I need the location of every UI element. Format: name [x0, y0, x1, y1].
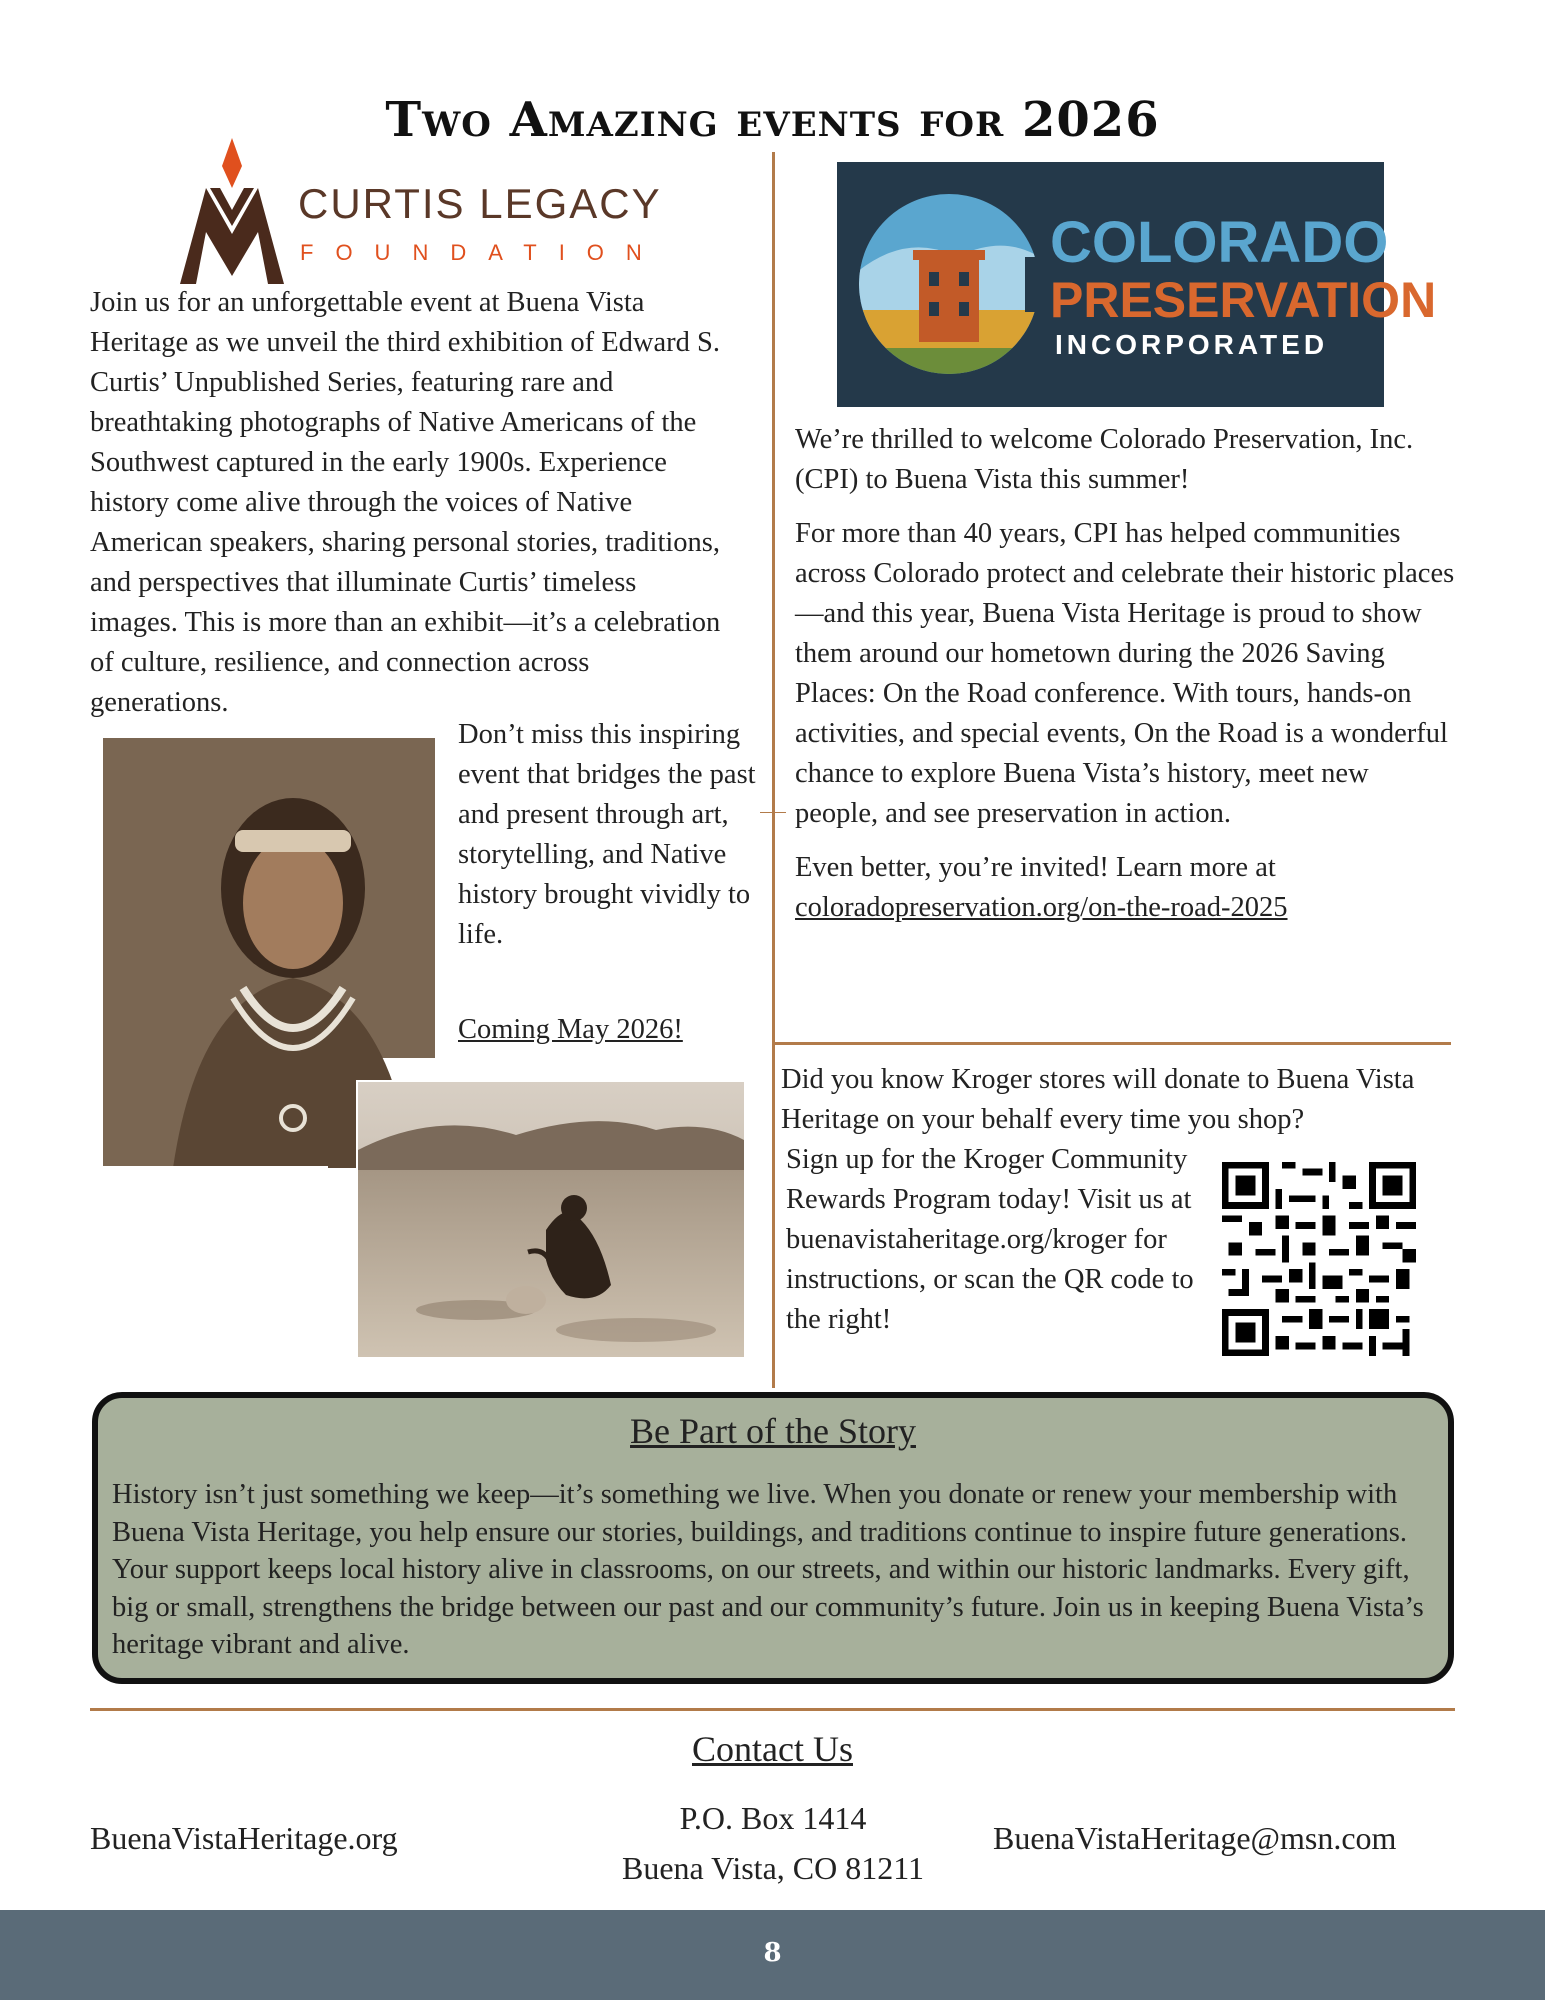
- kroger-instructions: Sign up for the Kroger Community Rewards Program today! Visit us at buenavistaheritage.org/kroger for instructions, or scan the QR code to the right!: [786, 1144, 1194, 1335]
- story-text: History isn’t just something we keep—it’s something we live. When you donate or renew your membership with Buena Vista Heritage, you help ensure our stories, buildings, and traditions continue to inspire future generations. Your support keeps local history alive in classrooms, on our streets, and within our historic landmarks. Every gift, big or small, strengthens the bridge between our past and our community’s future. Join us in keeping Buena Vista’s heritage vibrant and alive.: [112, 1479, 1424, 1660]
- coming-date-link[interactable]: Coming May 2026!: [458, 1014, 683, 1045]
- page-title: Two Amazing events for 2026: [385, 92, 1160, 148]
- kroger-qr-code[interactable]: [1222, 1162, 1416, 1356]
- curtis-logo-name: CURTIS LEGACY: [298, 180, 662, 227]
- contact-divider: [90, 1708, 1455, 1711]
- curtis-lake-photo: [356, 1080, 746, 1370]
- cpi-link[interactable]: coloradopreservation.org/on-the-road-2025: [795, 892, 1288, 923]
- contact-address: [573, 1793, 973, 1893]
- cpi-about: For more than 40 years, CPI has helped communities across Colorado protect and celebrate their historic places—and this year, Buena Vista Heritage is proud to show them around our hometown during the 2026 Saving Places: On the Road conference. With tours, hands-on activities, and special events, On the Road is a wonderful chance to explore Buena Vista’s history, meet new people, and see preservation in action.: [795, 518, 1455, 829]
- contact-website[interactable]: BuenaVistaHeritage.org: [90, 1820, 398, 1856]
- cpi-logo-line2: PRESERVATION: [1050, 272, 1437, 328]
- cpi-description: [795, 420, 1455, 942]
- kroger-lead: Did you know Kroger stores will donate to Buena Vista Heritage on your behalf every time you shop?: [781, 1064, 1415, 1135]
- curtis-invite-text: Don’t miss this inspiring event that bridges the past and present through art, storytelling, and Native history brought vividly to life.: [458, 719, 756, 950]
- story-callout: [92, 1392, 1454, 1684]
- cpi-welcome: We’re thrilled to welcome Colorado Preservation, Inc. (CPI) to Buena Vista this summer!: [795, 424, 1414, 495]
- story-title: Be Part of the Story: [630, 1411, 916, 1451]
- address-line1: P.O. Box 1414: [679, 1800, 867, 1836]
- curtis-logo-subtitle: FOUNDATION: [300, 240, 664, 265]
- cpi-invite-text: Even better, you’re invited! Learn more at: [795, 852, 1276, 883]
- cpi-logo-line3: INCORPORATED: [1055, 329, 1329, 360]
- cpi-emblem-icon: [857, 192, 1047, 388]
- contact-email[interactable]: BuenaVistaHeritage@msn.com: [993, 1820, 1397, 1856]
- contact-title: Contact Us: [692, 1729, 853, 1769]
- curtis-legacy-logo: [172, 136, 672, 286]
- page-number: 8: [763, 1938, 782, 1968]
- address-line2: Buena Vista, CO 81211: [621, 1850, 925, 1886]
- colorado-preservation-logo: [837, 162, 1437, 407]
- column-divider: [772, 152, 775, 1388]
- cpi-invite: [795, 848, 1455, 928]
- cpi-logo-line1: COLORADO: [1050, 210, 1389, 275]
- curtis-mountain-icon: [172, 136, 292, 286]
- right-column-divider: [775, 1042, 1451, 1045]
- curtis-description: Join us for an unforgettable event at Buena Vista Heritage as we unveil the third exhibition of Edward S. Curtis’ Unpublished Series, featuring rare and breathtaking photographs of Native Americans of the Southwest captured in the early 1900s. Experience history come alive through the voices of Native American speakers, sharing personal stories, traditions, and perspectives that illuminate Curtis’ timeless images. This is more than an exhibit—it’s a celebration of culture, resilience, and connection across generations.: [90, 287, 721, 718]
- divider-tick: [760, 812, 786, 813]
